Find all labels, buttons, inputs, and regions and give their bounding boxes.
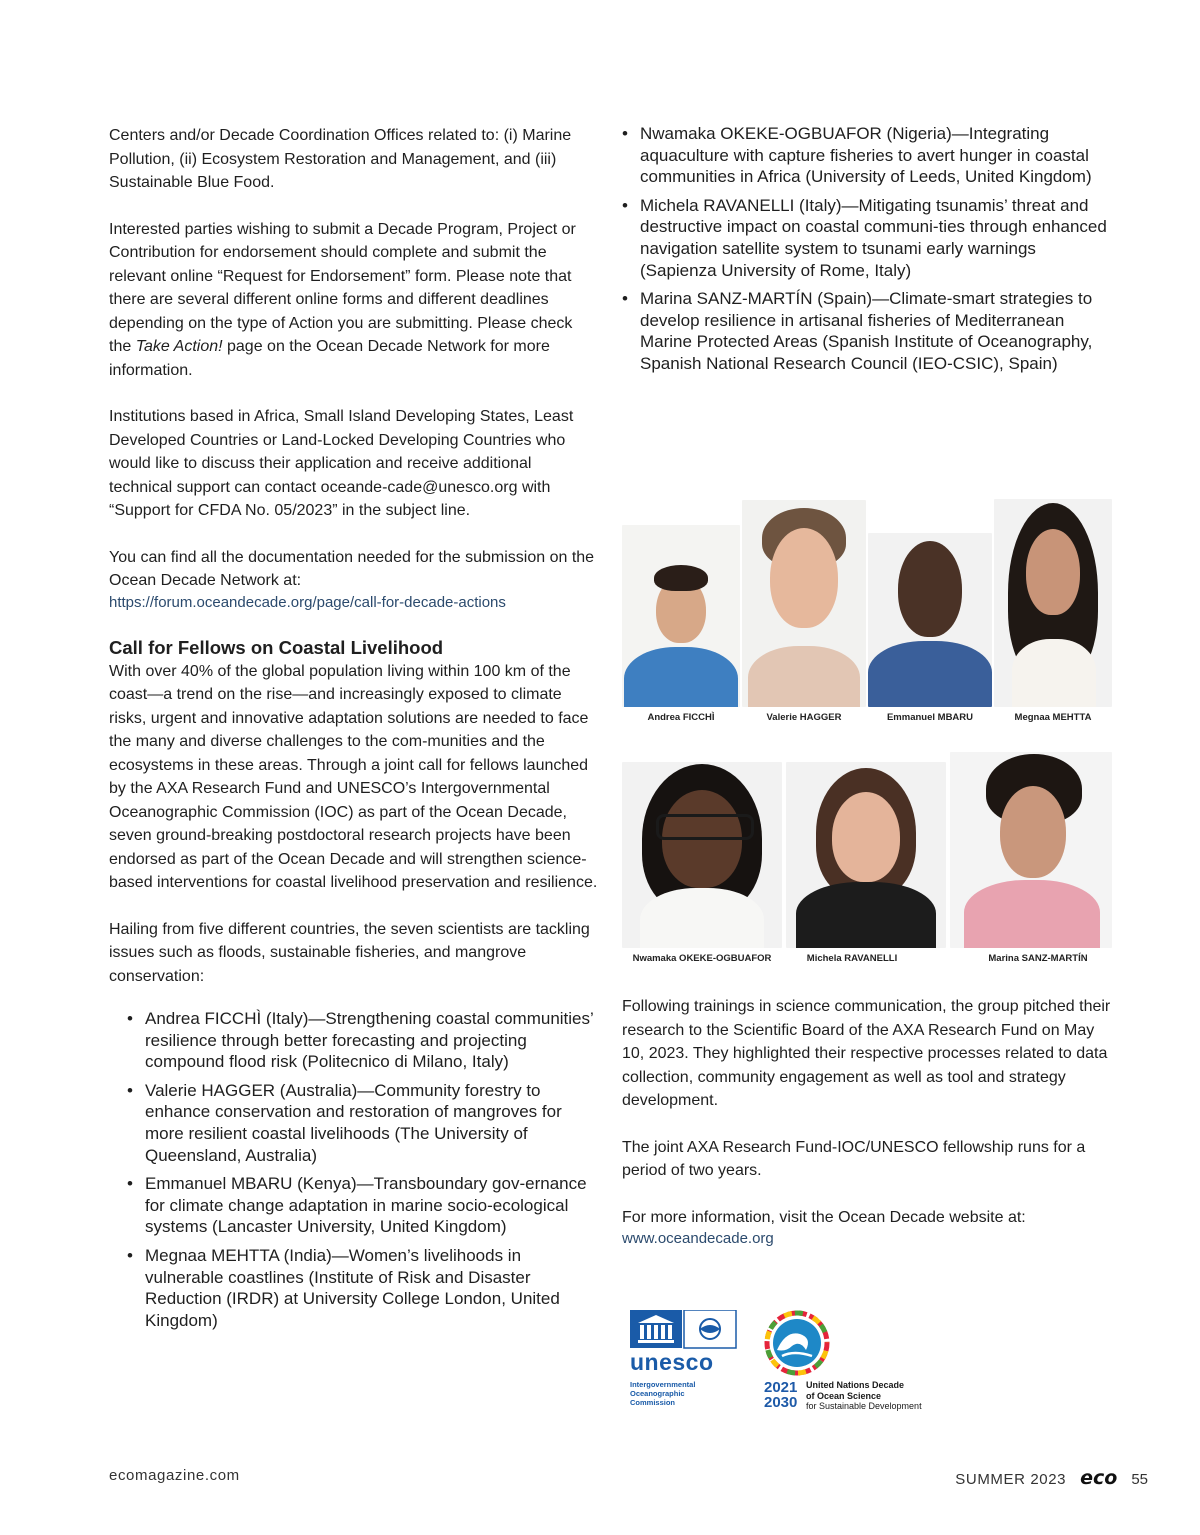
decade-years bbox=[764, 1380, 797, 1410]
paragraph-institutions: Institutions based in Africa, Small Island Developing States, Least Developed Countries or Land-Locked Developing Countries who would like to discuss their application and receive additional technical support can contact oceande-cade@unesco.org with “Support for CFDA No. 05/2023” in the subject line. bbox=[109, 408, 574, 519]
photo-michela-ravanelli bbox=[786, 762, 946, 948]
list-item: • Andrea FICCHÌ (Italy)—Strengthening coastal communities’ resilience through better forecasting and projecting compound flood risk (Politecnico di Milano, Italy) bbox=[109, 1008, 599, 1073]
photo-face bbox=[1026, 529, 1080, 615]
list-item: • Marina SANZ-MARTÍN (Spain)—Climate-smart strategies to develop resilience in artisanal fisheries of Mediterranean Marine Protected Areas (Spanish Institute of Oceanography, Spanish National Research Council (IEO-CSIC), Spain) bbox=[604, 288, 1114, 374]
caption-michela: Michela RAVANELLI bbox=[806, 953, 898, 964]
paragraph-coastal: With over 40% of the global population living within 100 km of the coast—a trend on the rise—and increasingly exposed to climate risks, urgent and innovative adaptation solutions are needed to face the many and diverse challenges to the com-munities and the ecosystems in these areas. Through a joint call for fellows launched by the AXA Research Fund and UNESCO’s Intergovernmental Oceanographic Commission (IOC) as part of the Ocean Decade, seven ground-breaking postdoctoral research projects have been endorsed as part of the Ocean Decade and will strengthen science-based interventions for coastal livelihood preservation and resilience. bbox=[109, 662, 598, 891]
paragraph-submission bbox=[109, 218, 599, 383]
list-item: • Nwamaka OKEKE-OGBUAFOR (Nigeria)—Integrating aquaculture with capture fisheries to avert hunger in coastal communities in Africa (University of Leeds, United Kingdom) bbox=[604, 123, 1114, 188]
caption-emmanuel: Emmanuel MBARU bbox=[886, 712, 974, 723]
photo-torso bbox=[624, 647, 738, 707]
photo-marina-sanz-martin bbox=[950, 752, 1112, 948]
footer-site: ecomagazine.com bbox=[109, 1467, 240, 1484]
photo-torso bbox=[640, 888, 764, 948]
page-number: 55 bbox=[1131, 1471, 1148, 1488]
paragraph-trainings: Following trainings in science communication, the group pitched their research to the Scientific Board of the AXA Research Fund on May 10, 2023. They highlighted their respective processes related to data collection, community engagement as well as tool and strategy development. bbox=[622, 998, 1111, 1109]
photo-nwamaka-okeke-ogbuafor bbox=[622, 762, 782, 948]
photo-torso bbox=[748, 646, 860, 707]
forum-link[interactable]: https://forum.oceandecade.org/page/call-for-decade-actions bbox=[109, 593, 506, 611]
paragraph-documentation bbox=[109, 546, 599, 612]
photo-face bbox=[898, 541, 962, 637]
decade-text bbox=[806, 1380, 922, 1412]
decade-line: United Nations Decade bbox=[806, 1380, 905, 1390]
ocean-decade-wave-icon bbox=[764, 1310, 830, 1376]
photo-face bbox=[770, 528, 838, 628]
list-item: • Emmanuel MBARU (Kenya)—Transboundary gov-ernance for climate change adaptation in marine socio-ecological systems (Lancaster University, United Kingdom) bbox=[109, 1173, 599, 1238]
caption-marina: Marina SANZ-MARTÍN bbox=[988, 953, 1088, 964]
caption-megnaa: Megnaa MEHTTA bbox=[1014, 712, 1092, 723]
fellows-list-right bbox=[604, 123, 1114, 375]
photo-torso bbox=[1012, 639, 1096, 707]
right-column-bullets bbox=[604, 123, 1114, 382]
left-column bbox=[109, 124, 599, 1338]
photo-face bbox=[832, 792, 900, 882]
oceandecade-link[interactable]: www.oceandecade.org bbox=[622, 1230, 774, 1247]
ioc-line: Oceanographic bbox=[630, 1389, 685, 1398]
paragraph-documentation-text: You can find all the documentation needed for the submission on the Ocean Decade Network at: bbox=[109, 548, 595, 589]
footer-issue bbox=[955, 1467, 1148, 1489]
paragraph-more-info bbox=[622, 1206, 1112, 1249]
fellows-list-left bbox=[109, 1008, 599, 1331]
unesco-wordmark: unesco bbox=[630, 1349, 714, 1375]
eco-brand-logo: eco bbox=[1080, 1467, 1118, 1489]
decade-line: for Sustainable Development bbox=[806, 1401, 922, 1411]
issue-label: SUMMER 2023 bbox=[955, 1471, 1067, 1488]
list-item: • Valerie HAGGER (Australia)—Community forestry to enhance conservation and restoration of mangroves for more resilient coastal livelihoods (The University of Queensland, Australia) bbox=[109, 1080, 599, 1166]
paragraph-hailing: Hailing from five different countries, the seven scientists are tackling issues such as floods, sustainable fisheries, and mangrove conservation: bbox=[109, 920, 590, 985]
decade-line: of Ocean Science bbox=[806, 1390, 882, 1401]
photo-torso bbox=[796, 882, 936, 948]
glasses-icon bbox=[656, 814, 754, 840]
ioc-line: Commission bbox=[630, 1398, 676, 1407]
photo-emmanuel-mbaru bbox=[868, 533, 992, 707]
ioc-line: Intergovernmental bbox=[630, 1380, 696, 1389]
photo-andrea-ficchi bbox=[622, 525, 740, 707]
paragraph-centers: Centers and/or Decade Coordination Offices related to: (i) Marine Pollution, (ii) Ecosystem Restoration and Management, and (iii) Sustainable Blue Food. bbox=[109, 127, 572, 191]
photo-torso bbox=[964, 880, 1100, 948]
take-action-emphasis: Take Action! bbox=[135, 338, 223, 355]
caption-andrea: Andrea FICCHÌ bbox=[647, 712, 715, 723]
caption-nwamaka: Nwamaka OKEKE-OGBUAFOR bbox=[632, 953, 772, 964]
paragraph-fellowship: The joint AXA Research Fund-IOC/UNESCO fellowship runs for a period of two years. bbox=[622, 1138, 1086, 1179]
list-item: • Michela RAVANELLI (Italy)—Mitigating tsunamis’ threat and destructive impact on coastal communi-ties through enhanced navigation satellite system to tsunami early warnings (Sapienza University of Rome, Italy) bbox=[604, 195, 1114, 281]
ocean-decade-logo bbox=[762, 1308, 942, 1414]
paragraph-submission-part-a: Interested parties wishing to submit a Decade Program, Project or Contribution for endorsement should complete and submit the relevant online “Request for Endorsement” form. Please note that there are several different online forms and different deadlines depending on the type of Action you are submitting. Please check the bbox=[109, 220, 576, 355]
year-start: 2021 bbox=[764, 1379, 798, 1396]
section-heading: Call for Fellows on Coastal Livelihood bbox=[109, 636, 444, 658]
paragraph-more-info-text: For more information, visit the Ocean Decade website at: bbox=[622, 1208, 1026, 1226]
photo-valerie-hagger bbox=[742, 500, 866, 707]
photo-megnaa-mehtta bbox=[994, 499, 1112, 707]
ioc-subtitle bbox=[630, 1380, 695, 1407]
year-end: 2030 bbox=[764, 1394, 798, 1411]
right-column-text bbox=[622, 995, 1112, 1271]
photo-torso bbox=[868, 641, 992, 707]
caption-valerie: Valerie HAGGER bbox=[766, 712, 842, 723]
list-item: • Megnaa MEHTTA (India)—Women’s livelihoods in vulnerable coastlines (Institute of Risk and Disaster Reduction (IRDR) at University College London, United Kingdom) bbox=[109, 1245, 599, 1331]
paragraph-submission-part-b: page on the Ocean Decade Network for more information. bbox=[109, 338, 550, 379]
unesco-ioc-logo bbox=[628, 1310, 740, 1414]
photo-face bbox=[1000, 786, 1066, 878]
unesco-temple-icon bbox=[630, 1310, 738, 1350]
photo-hair bbox=[654, 565, 708, 591]
